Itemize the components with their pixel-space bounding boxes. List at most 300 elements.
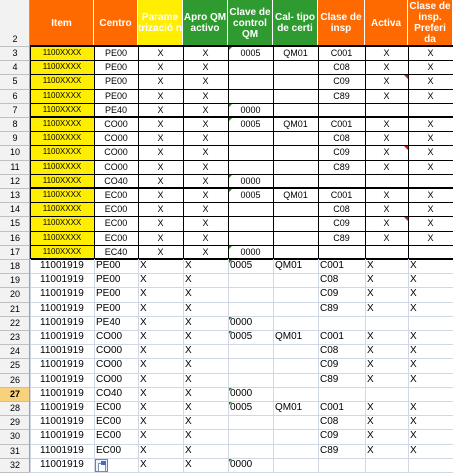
cell-pref[interactable]: X	[410, 260, 417, 271]
cell-centro[interactable]: EC00	[96, 416, 122, 428]
cell-apro[interactable]: X	[202, 147, 209, 158]
cell-apro[interactable]: X	[185, 359, 192, 371]
cell-param[interactable]: X	[157, 48, 164, 58]
cell-clase[interactable]	[318, 458, 365, 472]
cell-pref[interactable]: X	[410, 274, 417, 286]
cell-pref[interactable]: X	[410, 416, 417, 428]
cell-clave[interactable]	[228, 373, 273, 387]
row-header[interactable]: 8	[0, 117, 30, 131]
cell-item[interactable]: 11001919	[40, 373, 84, 385]
cell-centro[interactable]: PE00	[96, 302, 121, 314]
cell-item[interactable]: 1100XXXX	[30, 74, 94, 88]
cell-activa[interactable]: X	[383, 147, 390, 158]
cell-clave[interactable]	[228, 429, 273, 443]
cell-apro[interactable]: X	[185, 316, 192, 328]
row-header[interactable]: 2	[0, 0, 30, 46]
cell-pref[interactable]: X	[410, 430, 417, 442]
cell-apro[interactable]: X	[202, 161, 209, 172]
cell-param[interactable]: X	[140, 444, 147, 456]
cell-param[interactable]: X	[140, 416, 147, 428]
cell-centro[interactable]: PE00	[104, 62, 128, 73]
cell-activa[interactable]: X	[367, 430, 374, 442]
row-header[interactable]: 29	[0, 415, 30, 429]
cell-param[interactable]: X	[157, 204, 164, 215]
cell-cal[interactable]	[273, 174, 318, 188]
cell-apro[interactable]: X	[202, 190, 209, 200]
cell-clave[interactable]	[228, 302, 273, 316]
cell-pref[interactable]: X	[427, 218, 434, 229]
cell-item[interactable]: 1100XXXX	[30, 160, 94, 174]
cell-param[interactable]: X	[140, 260, 147, 271]
cell-activa[interactable]: X	[367, 274, 374, 286]
cell-apro[interactable]: X	[202, 133, 209, 144]
cell-activa[interactable]: X	[383, 190, 390, 200]
cell-apro[interactable]: X	[185, 331, 192, 342]
cell-clase[interactable]: C08	[320, 416, 339, 428]
cell-clave[interactable]	[228, 145, 273, 159]
row-header[interactable]: 19	[0, 273, 30, 287]
cell-clave[interactable]	[228, 444, 273, 458]
cell-centro[interactable]: CO40	[96, 387, 123, 399]
cell-item[interactable]: 11001919	[40, 331, 84, 342]
cell-clave[interactable]: 0000	[240, 246, 261, 257]
row-header[interactable]: 18	[0, 259, 30, 273]
row-header[interactable]: 11	[0, 160, 30, 174]
cell-cal[interactable]: QM01	[283, 48, 308, 58]
cell-clave[interactable]: 0000	[230, 387, 253, 399]
paste-options-icon[interactable]	[95, 459, 108, 472]
cell-cal[interactable]	[273, 287, 318, 301]
column-header-cell[interactable]	[365, 0, 408, 46]
cell-centro[interactable]: EC00	[96, 430, 122, 442]
cell-centro[interactable]: CO00	[96, 345, 123, 357]
cell-clave[interactable]: 0005	[230, 260, 253, 271]
cell-clave[interactable]	[228, 358, 273, 372]
cell-item[interactable]: 11001919	[40, 387, 84, 399]
cell-cal[interactable]	[273, 316, 318, 330]
cell-centro[interactable]: PE40	[96, 316, 121, 328]
cell-clave[interactable]	[228, 89, 273, 103]
cell-centro[interactable]: CO00	[96, 359, 123, 371]
cell-activa[interactable]: X	[367, 359, 374, 371]
row-header[interactable]: 24	[0, 344, 30, 358]
cell-cal[interactable]: QM01	[275, 331, 303, 342]
cell-clave[interactable]: 0000	[230, 316, 253, 328]
cell-activa[interactable]	[365, 174, 408, 188]
cell-item[interactable]: 11001919	[40, 359, 84, 371]
cell-clave[interactable]: 0000	[230, 458, 253, 470]
cell-activa[interactable]: X	[367, 444, 374, 456]
cell-clave[interactable]	[228, 344, 273, 358]
cell-clase[interactable]	[318, 316, 365, 330]
cell-apro[interactable]: X	[185, 430, 192, 442]
cell-centro[interactable]: EC00	[96, 402, 122, 413]
cell-activa[interactable]: X	[383, 62, 390, 73]
cell-clase[interactable]: C89	[333, 90, 350, 101]
cell-apro[interactable]: X	[185, 302, 192, 314]
cell-item[interactable]: 11001919	[40, 444, 84, 456]
cell-item[interactable]: 11001919	[40, 274, 84, 286]
cell-clase[interactable]: C001	[330, 48, 353, 58]
cell-clave[interactable]	[228, 287, 273, 301]
cell-centro[interactable]: PE00	[96, 274, 121, 286]
cell-pref[interactable]: X	[427, 190, 434, 200]
cell-apro[interactable]: X	[185, 402, 192, 413]
column-header-cell[interactable]	[94, 0, 138, 46]
cell-centro[interactable]: PE00	[104, 76, 128, 87]
cell-item[interactable]: 11001919	[40, 260, 84, 271]
cell-cal[interactable]	[273, 131, 318, 145]
cell-pref[interactable]: X	[410, 373, 417, 385]
cell-centro[interactable]: EC00	[104, 204, 128, 215]
cell-activa[interactable]: X	[367, 402, 374, 413]
cell-clave[interactable]	[228, 74, 273, 88]
cell-activa[interactable]: X	[383, 133, 390, 144]
cell-activa[interactable]: X	[383, 119, 390, 129]
cell-pref[interactable]: X	[410, 288, 417, 300]
cell-pref[interactable]: X	[427, 48, 434, 58]
cell-cal[interactable]	[273, 387, 318, 401]
cell-cal[interactable]	[273, 103, 318, 117]
cell-pref[interactable]: X	[427, 133, 434, 144]
cell-clase[interactable]: C001	[330, 119, 353, 129]
cell-param[interactable]: X	[140, 302, 147, 314]
cell-item[interactable]: 11001919	[40, 416, 84, 428]
cell-centro[interactable]: CO40	[104, 175, 128, 186]
cell-cal[interactable]	[273, 273, 318, 287]
cell-cal[interactable]	[273, 216, 318, 230]
cell-item[interactable]: 11001919	[40, 345, 84, 357]
cell-activa[interactable]	[365, 316, 408, 330]
cell-activa[interactable]: X	[383, 90, 390, 101]
cell-clave[interactable]: 0005	[240, 119, 261, 129]
column-header-cell[interactable]	[273, 0, 318, 46]
cell-clase[interactable]	[318, 174, 365, 188]
row-header[interactable]: 9	[0, 131, 30, 145]
cell-param[interactable]: X	[157, 90, 164, 101]
cell-clave[interactable]	[228, 273, 273, 287]
cell-activa[interactable]: X	[367, 416, 374, 428]
cell-param[interactable]: X	[140, 359, 147, 371]
row-header[interactable]: 16	[0, 231, 30, 245]
cell-activa[interactable]: X	[383, 218, 390, 229]
cell-item[interactable]: 11001919	[40, 288, 84, 300]
cell-apro[interactable]: X	[202, 204, 209, 215]
cell-clave[interactable]: 0005	[240, 48, 261, 58]
row-header[interactable]: 25	[0, 358, 30, 372]
cell-clase[interactable]: C09	[333, 147, 350, 158]
cell-apro[interactable]: X	[185, 387, 192, 399]
cell-centro[interactable]: PE00	[104, 90, 128, 101]
cell-apro[interactable]: X	[202, 62, 209, 73]
cell-param[interactable]: X	[157, 190, 164, 200]
cell-activa[interactable]: X	[383, 232, 390, 243]
cell-apro[interactable]: X	[202, 90, 209, 101]
cell-centro[interactable]: CO00	[104, 119, 128, 129]
row-header[interactable]: 5	[0, 74, 30, 88]
cell-item[interactable]: 1100XXXX	[30, 202, 94, 216]
cell-apro[interactable]: X	[185, 288, 192, 300]
cell-clase[interactable]: C001	[320, 331, 344, 342]
cell-activa[interactable]: X	[367, 345, 374, 357]
cell-activa[interactable]	[365, 103, 408, 117]
cell-apro[interactable]: X	[202, 175, 209, 186]
cell-pref[interactable]	[408, 316, 453, 330]
cell-param[interactable]: X	[140, 387, 147, 399]
cell-param[interactable]: X	[140, 274, 147, 286]
cell-item[interactable]: 1100XXXX	[30, 216, 94, 230]
cell-clase[interactable]: C08	[320, 274, 339, 286]
cell-centro[interactable]: PE00	[96, 260, 121, 271]
cell-param[interactable]: X	[140, 458, 147, 470]
cell-item[interactable]: 1100XXXX	[30, 145, 94, 159]
cell-clave[interactable]	[228, 131, 273, 145]
cell-item[interactable]: 11001919	[40, 402, 84, 413]
cell-apro[interactable]: X	[202, 48, 209, 58]
cell-item[interactable]: 11001919	[40, 430, 84, 442]
cell-pref[interactable]: X	[427, 62, 434, 73]
cell-clase[interactable]: C89	[333, 161, 350, 172]
cell-centro[interactable]: PE00	[104, 48, 128, 58]
row-header[interactable]: 20	[0, 287, 30, 301]
cell-param[interactable]: X	[140, 288, 147, 300]
cell-param[interactable]: X	[157, 133, 164, 144]
cell-pref[interactable]: X	[410, 302, 417, 314]
cell-centro[interactable]: CO00	[96, 373, 123, 385]
cell-clase[interactable]: C09	[333, 218, 350, 229]
cell-cal[interactable]: QM01	[283, 119, 308, 129]
cell-clase[interactable]	[318, 387, 365, 401]
cell-cal[interactable]	[273, 458, 318, 472]
cell-activa[interactable]: X	[367, 373, 374, 385]
cell-activa[interactable]: X	[367, 302, 374, 314]
row-header[interactable]: 12	[0, 174, 30, 188]
cell-activa[interactable]	[365, 458, 408, 472]
cell-cal[interactable]	[273, 74, 318, 88]
cell-clase[interactable]	[318, 103, 365, 117]
row-header[interactable]: 31	[0, 444, 30, 458]
cell-activa[interactable]: X	[383, 76, 390, 87]
row-header[interactable]: 21	[0, 302, 30, 316]
cell-clave[interactable]	[228, 216, 273, 230]
cell-clave[interactable]	[228, 231, 273, 245]
cell-cal[interactable]	[273, 415, 318, 429]
cell-apro[interactable]: X	[202, 104, 209, 115]
column-header-cell[interactable]	[318, 0, 365, 46]
cell-apro[interactable]: X	[185, 373, 192, 385]
cell-pref[interactable]: X	[410, 402, 417, 413]
cell-cal[interactable]	[273, 245, 318, 259]
cell-param[interactable]: X	[157, 119, 164, 129]
row-header[interactable]: 28	[0, 401, 30, 415]
cell-clave[interactable]	[228, 202, 273, 216]
cell-apro[interactable]: X	[185, 444, 192, 456]
cell-param[interactable]: X	[157, 76, 164, 87]
row-header[interactable]: 3	[0, 46, 30, 60]
row-header[interactable]: 26	[0, 373, 30, 387]
cell-clase[interactable]: C001	[320, 260, 344, 271]
cell-item[interactable]: 11001919	[40, 302, 84, 314]
cell-pref[interactable]: X	[410, 345, 417, 357]
cell-clase[interactable]: C89	[320, 302, 339, 314]
cell-centro[interactable]: EC00	[104, 218, 128, 229]
row-header[interactable]: 14	[0, 202, 30, 216]
cell-cal[interactable]	[273, 358, 318, 372]
cell-centro[interactable]: PE00	[96, 288, 121, 300]
row-header[interactable]: 10	[0, 145, 30, 159]
cell-param[interactable]: X	[157, 218, 164, 229]
row-header[interactable]: 27	[0, 387, 30, 401]
cell-param[interactable]: X	[140, 331, 147, 342]
cell-pref[interactable]: X	[427, 90, 434, 101]
cell-pref[interactable]: X	[410, 444, 417, 456]
cell-item[interactable]: 1100XXXX	[30, 89, 94, 103]
cell-cal[interactable]	[273, 202, 318, 216]
cell-activa[interactable]: X	[383, 204, 390, 215]
cell-apro[interactable]: X	[202, 76, 209, 87]
cell-pref[interactable]	[408, 245, 453, 259]
cell-clave[interactable]: 0005	[230, 331, 253, 342]
cell-clase[interactable]: C08	[333, 204, 350, 215]
cell-activa[interactable]: X	[367, 331, 374, 342]
cell-param[interactable]: X	[157, 232, 164, 243]
cell-pref[interactable]: X	[427, 161, 434, 172]
cell-param[interactable]: X	[157, 147, 164, 158]
cell-item[interactable]: 11001919	[40, 316, 84, 328]
cell-cal[interactable]	[273, 429, 318, 443]
cell-cal[interactable]	[273, 231, 318, 245]
cell-clave[interactable]	[228, 415, 273, 429]
row-header[interactable]: 32	[0, 458, 30, 472]
cell-param[interactable]: X	[157, 62, 164, 73]
cell-apro[interactable]: X	[185, 416, 192, 428]
cell-clase[interactable]: C08	[333, 62, 350, 73]
cell-clase[interactable]: C09	[320, 288, 339, 300]
cell-apro[interactable]: X	[185, 260, 192, 271]
cell-clave[interactable]	[228, 60, 273, 74]
cell-apro[interactable]: X	[202, 246, 209, 257]
cell-centro[interactable]: CO00	[96, 331, 123, 342]
cell-clase[interactable]: C89	[320, 373, 339, 385]
row-header[interactable]: 23	[0, 330, 30, 344]
cell-pref[interactable]	[408, 174, 453, 188]
cell-item[interactable]: 1100XXXX	[30, 46, 94, 60]
cell-apro[interactable]: X	[185, 345, 192, 357]
cell-cal[interactable]: QM01	[275, 402, 303, 413]
cell-centro[interactable]: EC00	[104, 232, 128, 243]
cell-pref[interactable]: X	[427, 147, 434, 158]
row-header[interactable]: 13	[0, 188, 30, 202]
cell-centro[interactable]: CO00	[104, 161, 128, 172]
cell-activa[interactable]	[365, 387, 408, 401]
cell-cal[interactable]	[273, 145, 318, 159]
cell-apro[interactable]: X	[185, 458, 192, 470]
column-header-cell[interactable]	[408, 0, 453, 46]
cell-clave[interactable]: 0005	[240, 190, 261, 200]
cell-cal[interactable]	[273, 302, 318, 316]
cell-activa[interactable]: X	[383, 48, 390, 58]
cell-item[interactable]: 1100XXXX	[30, 103, 94, 117]
cell-cal[interactable]	[273, 373, 318, 387]
cell-clase[interactable]: C001	[330, 190, 353, 200]
cell-apro[interactable]: X	[202, 119, 209, 129]
cell-activa[interactable]: X	[383, 161, 390, 172]
cell-clase[interactable]: C09	[320, 430, 339, 442]
cell-centro[interactable]: EC00	[96, 444, 122, 456]
cell-cal[interactable]: QM01	[283, 190, 308, 200]
cell-param[interactable]: X	[140, 316, 147, 328]
row-header[interactable]: 4	[0, 60, 30, 74]
cell-item[interactable]: 1100XXXX	[30, 188, 94, 202]
cell-param[interactable]: X	[140, 402, 147, 413]
cell-centro[interactable]: CO00	[104, 147, 128, 158]
cell-cal[interactable]	[273, 160, 318, 174]
cell-param[interactable]: X	[140, 430, 147, 442]
cell-clase[interactable]: C89	[333, 232, 350, 243]
cell-apro[interactable]: X	[202, 232, 209, 243]
cell-param[interactable]: X	[140, 345, 147, 357]
cell-centro[interactable]: CO00	[104, 133, 128, 144]
cell-clase[interactable]: C09	[320, 359, 339, 371]
cell-clase[interactable]: C08	[320, 345, 339, 357]
cell-param[interactable]: X	[157, 175, 164, 186]
cell-cal[interactable]	[273, 344, 318, 358]
cell-pref[interactable]: X	[410, 331, 417, 342]
cell-pref[interactable]	[408, 387, 453, 401]
cell-item[interactable]: 11001919	[40, 458, 84, 470]
cell-cal[interactable]: QM01	[275, 260, 303, 271]
cell-clase[interactable]: C89	[320, 444, 339, 456]
cell-pref[interactable]: X	[427, 232, 434, 243]
cell-clave[interactable]: 0005	[230, 402, 253, 413]
cell-cal[interactable]	[273, 60, 318, 74]
cell-clase[interactable]: C001	[320, 402, 344, 413]
cell-item[interactable]: 1100XXXX	[30, 131, 94, 145]
cell-param[interactable]: X	[140, 373, 147, 385]
cell-pref[interactable]	[408, 103, 453, 117]
cell-cal[interactable]	[273, 444, 318, 458]
cell-param[interactable]: X	[157, 161, 164, 172]
column-header-cell[interactable]	[228, 0, 273, 46]
cell-item[interactable]: 1100XXXX	[30, 60, 94, 74]
cell-item[interactable]: 1100XXXX	[30, 174, 94, 188]
cell-pref[interactable]: X	[427, 119, 434, 129]
cell-item[interactable]: 1100XXXX	[30, 245, 94, 259]
cell-clase[interactable]: C08	[333, 133, 350, 144]
cell-item[interactable]: 1100XXXX	[30, 117, 94, 131]
cell-activa[interactable]	[365, 245, 408, 259]
cell-apro[interactable]: X	[202, 218, 209, 229]
cell-param[interactable]: X	[157, 104, 164, 115]
cell-pref[interactable]	[408, 458, 453, 472]
column-header-cell[interactable]	[183, 0, 228, 46]
cell-centro[interactable]: EC40	[104, 246, 128, 257]
row-header[interactable]: 17	[0, 245, 30, 259]
row-header[interactable]: 7	[0, 103, 30, 117]
row-header[interactable]: 22	[0, 316, 30, 330]
cell-apro[interactable]: X	[185, 274, 192, 286]
row-header[interactable]: 6	[0, 89, 30, 103]
cell-param[interactable]: X	[157, 246, 164, 257]
cell-clave[interactable]: 0000	[240, 175, 261, 186]
cell-pref[interactable]: X	[427, 76, 434, 87]
cell-item[interactable]: 1100XXXX	[30, 231, 94, 245]
cell-centro[interactable]: PE40	[104, 104, 128, 115]
cell-pref[interactable]: X	[427, 204, 434, 215]
row-header[interactable]: 15	[0, 216, 30, 230]
column-header-cell[interactable]	[30, 0, 94, 46]
column-header-cell[interactable]	[138, 0, 183, 46]
